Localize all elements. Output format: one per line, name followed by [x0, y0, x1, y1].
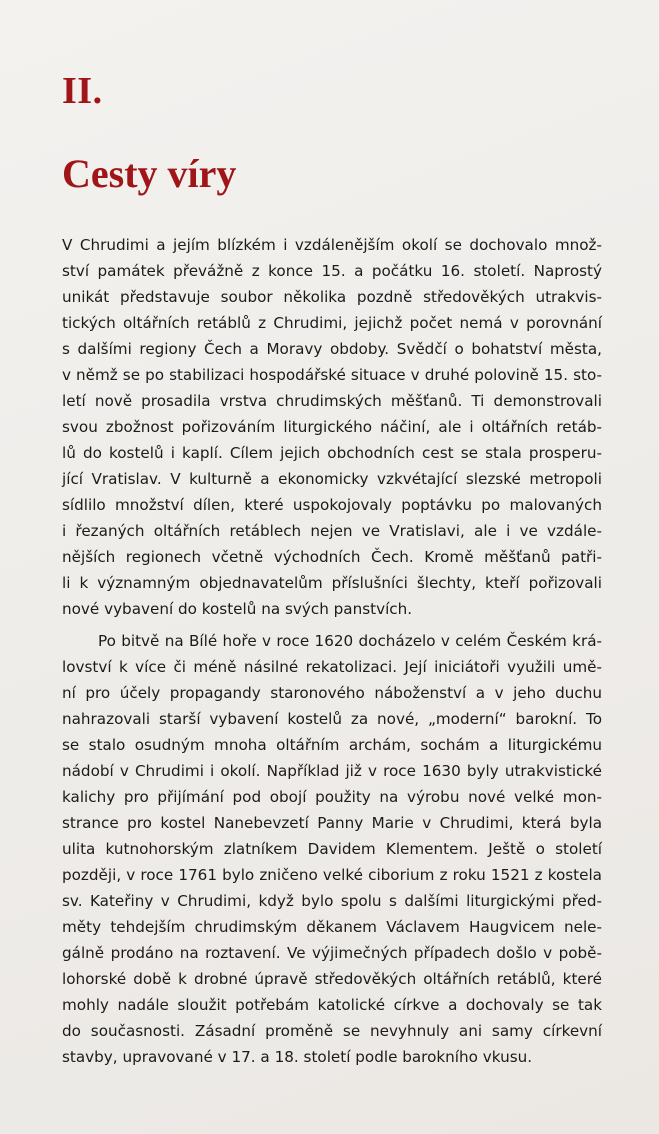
- paragraph-1: [62, 232, 602, 622]
- text-line: ní pro účely propagandy staronového náboženství a v jeho duchu: [62, 684, 602, 702]
- text-line: stavby, upravované v 17. a 18. století podle barokního vkusu.: [62, 1048, 533, 1066]
- text-line: kalichy pro přijímání pod obojí použity na výrobu nové velké mon-: [62, 788, 602, 806]
- text-line: v němž se po stabilizaci hospodářské situace v druhé polovině 15. sto-: [62, 366, 602, 384]
- text-line: později, v roce 1761 bylo zničeno velké ciborium z roku 1521 z kostela: [62, 866, 602, 884]
- text-line: i řezaných oltářních retáblech nejen ve Vratislavi, ale i ve vzdále-: [62, 522, 602, 540]
- text-line: svou zbožnost pořizováním liturgického náčiní, ale i oltářních retáb-: [62, 418, 602, 436]
- text-line: ství památek převážně z konce 15. a počátku 16. století. Naprostý: [62, 262, 602, 280]
- chapter-number: II.: [62, 70, 103, 112]
- text-line: sv. Kateřiny v Chrudimi, když bylo spolu s dalšími liturgickými před-: [62, 892, 602, 910]
- text-line: do současnosti. Zásadní proměně se nevyhnuly ani samy církevní: [62, 1022, 602, 1040]
- chapter-title: Cesty víry: [62, 151, 237, 196]
- text-line: nahrazovali starší vybavení kostelů za nové, „moderní“ barokní. To: [62, 710, 602, 728]
- text-line: měty tehdejším chrudimským děkanem Václavem Haugvicem nele-: [62, 918, 602, 936]
- text-line: letí nově prosadila vrstva chrudimských měšťanů. Ti demonstrovali: [62, 392, 602, 410]
- text-line: ulita kutnohorským zlatníkem Davidem Klementem. Ještě o století: [62, 840, 602, 858]
- paragraph-2: [62, 628, 602, 1070]
- text-line: nové vybavení do kostelů na svých panstvích.: [62, 600, 413, 618]
- text-line: lohorské době k drobné úpravě středověkých oltářních retáblů, které: [62, 970, 602, 988]
- text-line: s dalšími regiony Čech a Moravy obdoby. Svědčí o bohatství města,: [62, 340, 602, 358]
- text-line: nějších regionech včetně východních Čech. Kromě měšťanů patři-: [62, 548, 602, 566]
- text-line: unikát představuje soubor několika pozdně středověkých utrakvis-: [62, 288, 602, 306]
- text-line: nádobí v Chrudimi i okolí. Například již v roce 1630 byly utrakvistické: [62, 762, 602, 780]
- text-line: strance pro kostel Nanebevzetí Panny Marie v Chrudimi, která byla: [62, 814, 602, 832]
- text-line: gálně prodáno na roztavení. Ve výjimečných případech došlo v pobě-: [62, 944, 602, 962]
- body-text: [62, 232, 602, 1070]
- text-line: tických oltářních retáblů z Chrudimi, jejichž počet nemá v porovnání: [62, 314, 602, 332]
- text-line: V Chrudimi a jejím blízkém i vzdálenějším okolí se dochovalo množ-: [62, 236, 602, 254]
- text-line: se stalo osudným mnoha oltářním archám, sochám a liturgickému: [62, 736, 602, 754]
- text-line: li k významným objednavatelům příslušníci šlechty, kteří pořizovali: [62, 574, 602, 592]
- text-line: lovství k více či méně násilné rekatolizaci. Její iniciátoři využili umě-: [62, 658, 602, 676]
- text-line: sídlilo množství dílen, které uspokojovaly poptávku po malovaných: [62, 496, 602, 514]
- text-line: mohly nadále sloužit potřebám katolické církve a dochovaly se tak: [62, 996, 602, 1014]
- text-line: lů do kostelů i kaplí. Cílem jejich obchodních cest se stala prosperu-: [62, 444, 602, 462]
- text-line: jící Vratislav. V kulturně a ekonomicky vzkvétající slezské metropoli: [62, 470, 602, 488]
- text-line: Po bitvě na Bílé hoře v roce 1620 docházelo v celém Českém krá-: [98, 632, 602, 650]
